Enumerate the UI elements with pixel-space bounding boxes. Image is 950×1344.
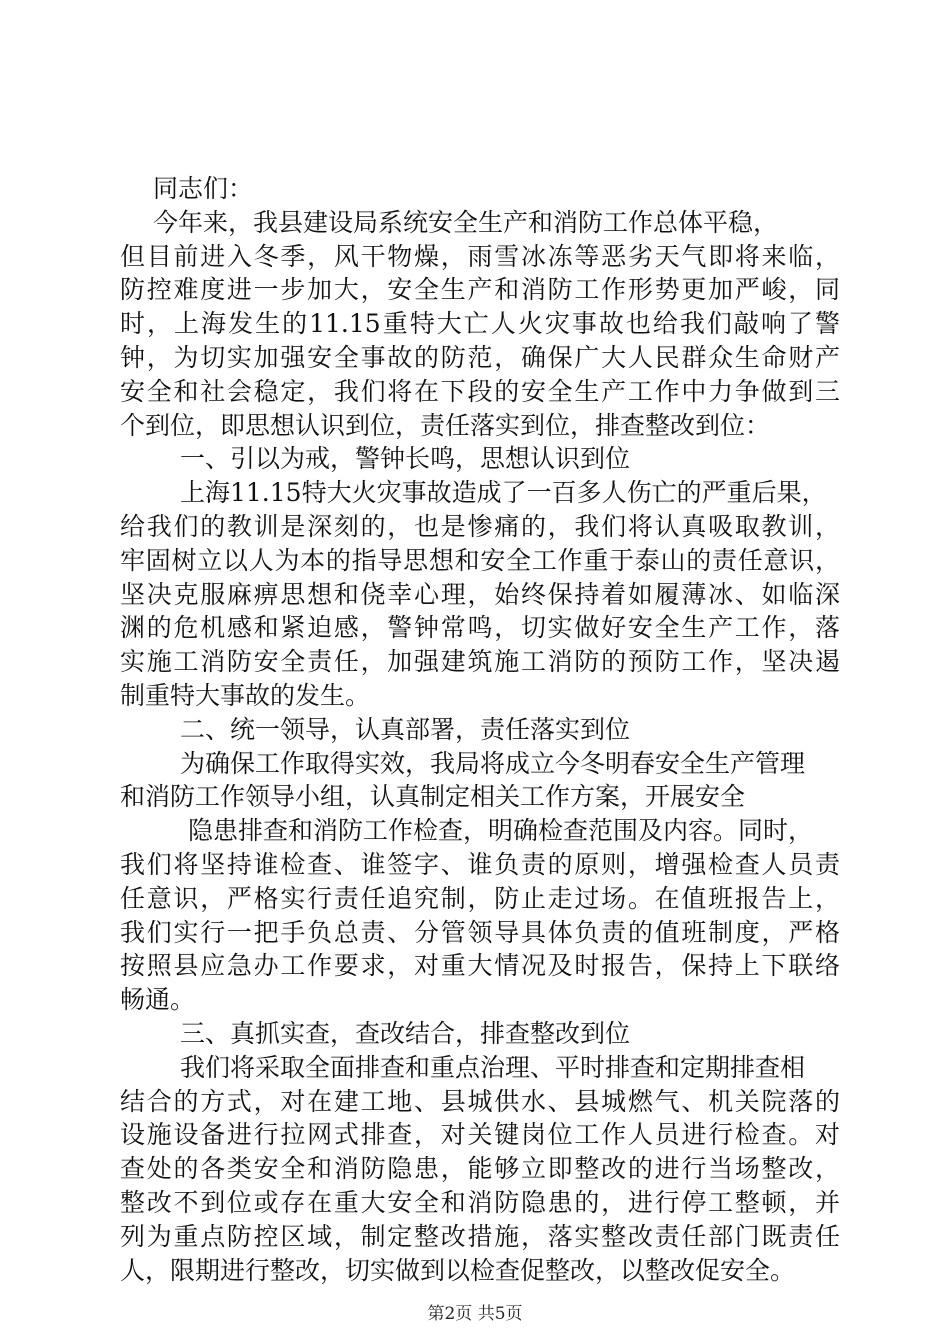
paragraph-line: 上海11.15特大火灾事故造成了一百多人伤亡的严重后果，: [180, 478, 827, 508]
paragraph-line: 钟，为切实加强安全事故的防范，确保广大人民群众生命财产: [120, 342, 840, 372]
paragraph-line: 任意识，严格实行责任追究制，防止走过场。在值班报告上，: [120, 883, 840, 913]
paragraph-line: 查处的各类安全和消防隐患，能够立即整改的进行当场整改，: [120, 1154, 840, 1184]
paragraph-line: 畅通。: [120, 985, 196, 1015]
section-heading-1: 一、引以为戒，警钟长鸣，思想认识到位: [180, 444, 631, 474]
paragraph-line: 按照县应急办工作要求，对重大情况及时报告，保持上下联络: [120, 951, 840, 981]
section-heading-3: 三、真抓实查，查改结合，排查整改到位: [180, 1018, 631, 1048]
paragraph-line: 防控难度进一步加大，安全生产和消防工作形势更加严峻，同: [120, 275, 840, 305]
paragraph-line: 设施设备进行拉网式排查，对关键岗位工作人员进行检查。对: [120, 1120, 840, 1150]
salutation: 同志们：: [153, 174, 254, 203]
paragraph-line: 为确保工作取得实效，我局将成立今冬明春安全生产管理: [180, 748, 806, 778]
paragraph-line: 我们将采取全面排查和重点治理、平时排查和定期排查相: [180, 1052, 806, 1082]
section-heading-2: 二、统一领导，认真部署，责任落实到位: [180, 714, 631, 744]
paragraph-line: 安全和社会稳定，我们将在下段的安全生产工作中力争做到三: [120, 376, 840, 406]
paragraph-line: 今年来，我县建设局系统安全生产和消防工作总体平稳，: [153, 207, 779, 237]
paragraph-line: 制重特大事故的发生。: [120, 680, 371, 710]
paragraph-line: 隐患排查和消防工作检查，明确检查范围及内容。同时，: [188, 816, 814, 846]
paragraph-line: 列为重点防控区域，制定整改措施，落实整改责任部门既责任: [120, 1221, 840, 1251]
paragraph-line: 我们实行一把手负总责、分管领导具体负责的值班制度，严格: [120, 917, 840, 947]
paragraph-line: 坚决克服麻痹思想和侥幸心理，始终保持着如履薄冰、如临深: [120, 579, 840, 609]
paragraph-line: 人，限期进行整改，切实做到以检查促整改，以整改促安全。: [120, 1255, 796, 1285]
paragraph-line: 结合的方式，对在建工地、县城供水、县城燃气、机关院落的: [120, 1086, 840, 1116]
paragraph-line: 渊的危机感和紧迫感，警钟常鸣，切实做好安全生产工作，落: [120, 613, 840, 643]
paragraph-line: 和消防工作领导小组，认真制定相关工作方案，开展安全: [120, 782, 746, 812]
document-body: [120, 172, 840, 1287]
paragraph-line: 整改不到位或存在重大安全和消防隐患的，进行停工整顿，并: [120, 1187, 840, 1217]
paragraph-line: 给我们的教训是深刻的，也是惨痛的，我们将认真吸取教训，: [120, 511, 840, 541]
paragraph-line: 实施工消防安全责任，加强建筑施工消防的预防工作，坚决遏: [120, 647, 840, 677]
paragraph-line: 个到位，即思想认识到位，责任落实到位，排查整改到位：: [120, 410, 771, 440]
paragraph-line: 我们将坚持谁检查、谁签字、谁负责的原则，增强检查人员责: [120, 849, 840, 879]
paragraph-line: 但目前进入冬季，风干物燥，雨雪冰冻等恶劣天气即将来临，: [120, 241, 840, 271]
paragraph-line: 时，上海发生的11.15重特大亡人火灾事故也给我们敲响了警: [120, 309, 840, 339]
paragraph-line: 牢固树立以人为本的指导思想和安全工作重于泰山的责任意识，: [120, 545, 840, 575]
page-number-footer: 第2页 共5页: [427, 1304, 523, 1324]
